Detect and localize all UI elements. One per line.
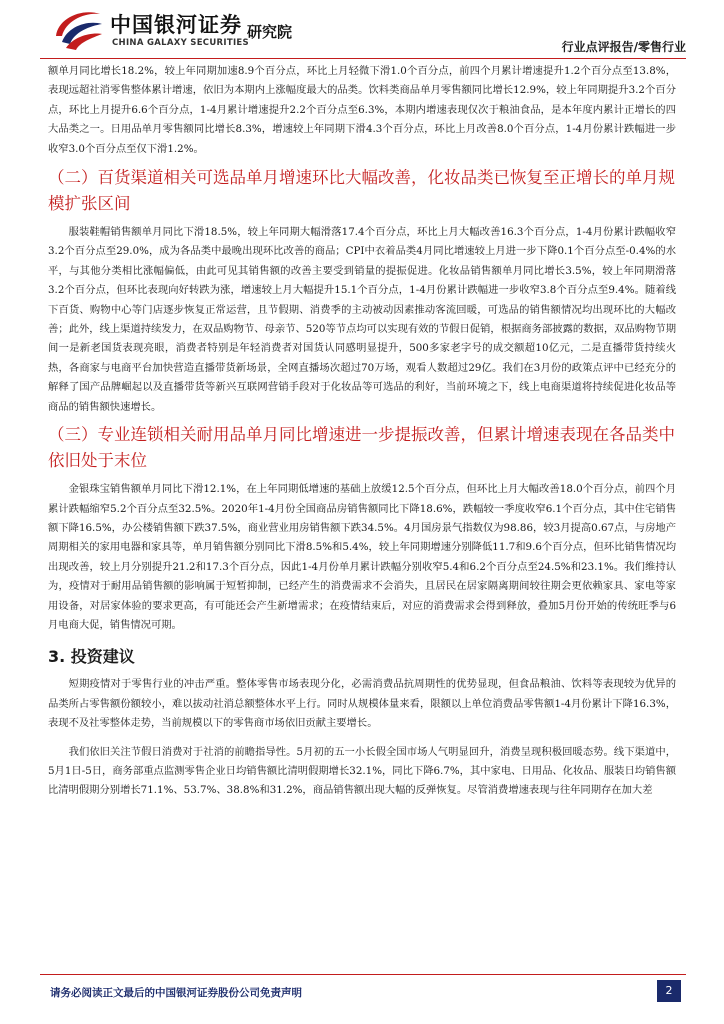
paragraph-apparel-cosmetics: 服装鞋帽销售额单月同比下滑18.5%，较上年同期大幅滑落17.4个百分点，环比上月大幅改善16.3个百分点，1-4月份累计跌幅收窄3.2个百分点至29.0%，成为各品类中最晚出现环比改善的商品；CPI中衣着品类4月同比增速较上月进一步下降0.1个百分点至-0.4%的水平，与其他分类相比涨幅偏低，由此可见其销售额的改善主要受到销量的提振促进。化妆品销售额单月同比增长3.5%，较上年同期滑落3.2个百分点，但环比表现向好转跌为涨，增速较上月大幅提升15.1个百分点，1-4月份累计跌幅进一步收窄3.8个百分点至9.4%。随着线下百货、购物中心等门店逐步恢复正常运营，且节假期、消费季的主动被动因素推动客流回暖，可选品的销售额情况均出现环比的大幅改善；此外，线上渠道持续发力，在双品购物节、母亲节、520等节点均可以实现有效的节假日促销，根据商务部披露的数据，双品购物节期间一是新老国货表现亮眼，消费者特别是年轻消费者对国货认同感明显提升，500多家老字号的成交额超10亿元，二是直播带货持续火热，各商家与电商平台加快营造直播带货新场景，全网直播场次超过70万场，观看人数超过29亿。我们在3月份的政策点评中已经充分的解释了国产品牌崛起以及直播带货等新兴互联网营销手段对于化妆品等可选品的利好，当前环境之下，线上电商渠道将持续促进化妆品等商品的销售额快速增长。: [48, 226, 676, 413]
subheading-durable-goods: （三）专业连锁相关耐用品单月同比增速进一步提振改善，但累计增速表现在各品类中依旧处于末位: [48, 425, 675, 471]
disclaimer-notice: 请务必阅读正文最后的中国银河证券股份公司免责声明: [50, 987, 302, 999]
document-body: [48, 62, 676, 801]
page-number: 2: [657, 980, 681, 1002]
footer-divider: [40, 974, 686, 975]
page-header: [0, 0, 724, 62]
subheading-department-store: （二）百货渠道相关可选品单月增速环比大幅改善，化妆品类已恢复至正增长的单月规模扩张区间: [48, 168, 675, 214]
paragraph-investment-1: 短期疫情对于零售行业的冲击严重。整体零售市场表现分化，必需消费品抗周期性的优势显现，但食品粮油、饮料等表现较为优异的品类所占零售额份额较小，难以拔动社消总额整体水平上行。同时从规模体量来看，限额以上单位消费品零售额1-4月份累计下降16.3%，表现不及社零整体走势，当前规模以下的零售商市场依旧贡献主要增长。: [48, 678, 676, 730]
paragraph-jewelry-appliances: 金银珠宝销售额单月同比下滑12.1%，在上年同期低增速的基础上放缓12.5个百分点，但环比上月大幅改善18.0个百分点，前四个月累计跌幅缩窄5.2个百分点至32.5%。2020年1-4月份全国商品房销售额同比下降18.6%，跌幅较一季度收窄6.1个百分点，其中住宅销售额下降16.5%，办公楼销售额下跌37.5%，商业营业用房销售额下跌34.5%。4月国房景气指数仅为98.86，较3月提高0.67点，与房地产周期相关的家用电器和家具等，单月销售额分别同比下滑8.5%和5.4%，较上年同期增速分别降低11.7和9.6个百分点，但环比销售情况均出现改善，较上月分别提升21.2和17.3个百分点，因此1-4月份单月累计跌幅分别收窄5.4和6.2个百分点至24.5%和23.1%。我们维持认为，疫情对于耐用品销售额的影响属于短暂抑制，已经产生的消费需求不会消失，且居民在居家隔离期间较往期会更依赖家具、家电等家用设备，对居家体验的要求更高，有可能还会产生新增需求；在疫情结束后，对应的消费需求会得到释放，叠加5月份开始的传统旺季与6月电商大促，销售情况可期。: [48, 483, 676, 631]
logo-chinese-name: 中国银河证券: [110, 13, 242, 37]
galaxy-logo-icon: [52, 6, 104, 52]
section-heading-investment: 3. 投资建议: [48, 647, 135, 667]
header-divider: [40, 58, 686, 59]
company-logo: [52, 4, 322, 54]
institute-name: 研究院: [247, 23, 293, 41]
report-category: 行业点评报告/零售行业: [561, 40, 686, 54]
paragraph-beverages: 额单月同比增长18.2%，较上年同期加速8.9个百分点，环比上月轻微下滑1.0个百分点，前四个月累计增速提升1.2个百分点至13.8%，表现远超社消零售整体累计增速，依旧为本期内上涨幅度最大的品类。饮料类商品单月零售额同比增长12.9%，较上年同期提升3.2个百分点，环比上月提升6.6个百分点，1-4月累计增速提升2.2个百分点至6.3%，本期内增速表现仅次于粮油食品，是本年度内累计正增长的四大品类之一。日用品单月零售额同比增长8.3%，增速较上年同期下滑4.3个百分点，环比上月改善8.0个百分点，1-4月份累计跌幅进一步收窄3.0个百分点至仅下滑1.2%。: [48, 65, 676, 155]
logo-english-name: CHINA GALAXY SECURITIES: [112, 38, 249, 48]
paragraph-investment-2: 我们依旧关注节假日消费对于社消的前瞻指导性。5月初的五一小长假全国市场人气明显回升，消费呈现积极回暖态势。线下渠道中，5月1日-5日，商务部重点监测零售企业日均销售额比清明假期增长32.1%，同比下降6.7%，其中家电、日用品、化妆品、服装日均销售额比清明假期分别增长71.1%、53.7%、38.8%和31.2%，商品销售额出现大幅的反弹恢复。尽管消费增速表现与往年同期存在加大差: [48, 745, 676, 797]
